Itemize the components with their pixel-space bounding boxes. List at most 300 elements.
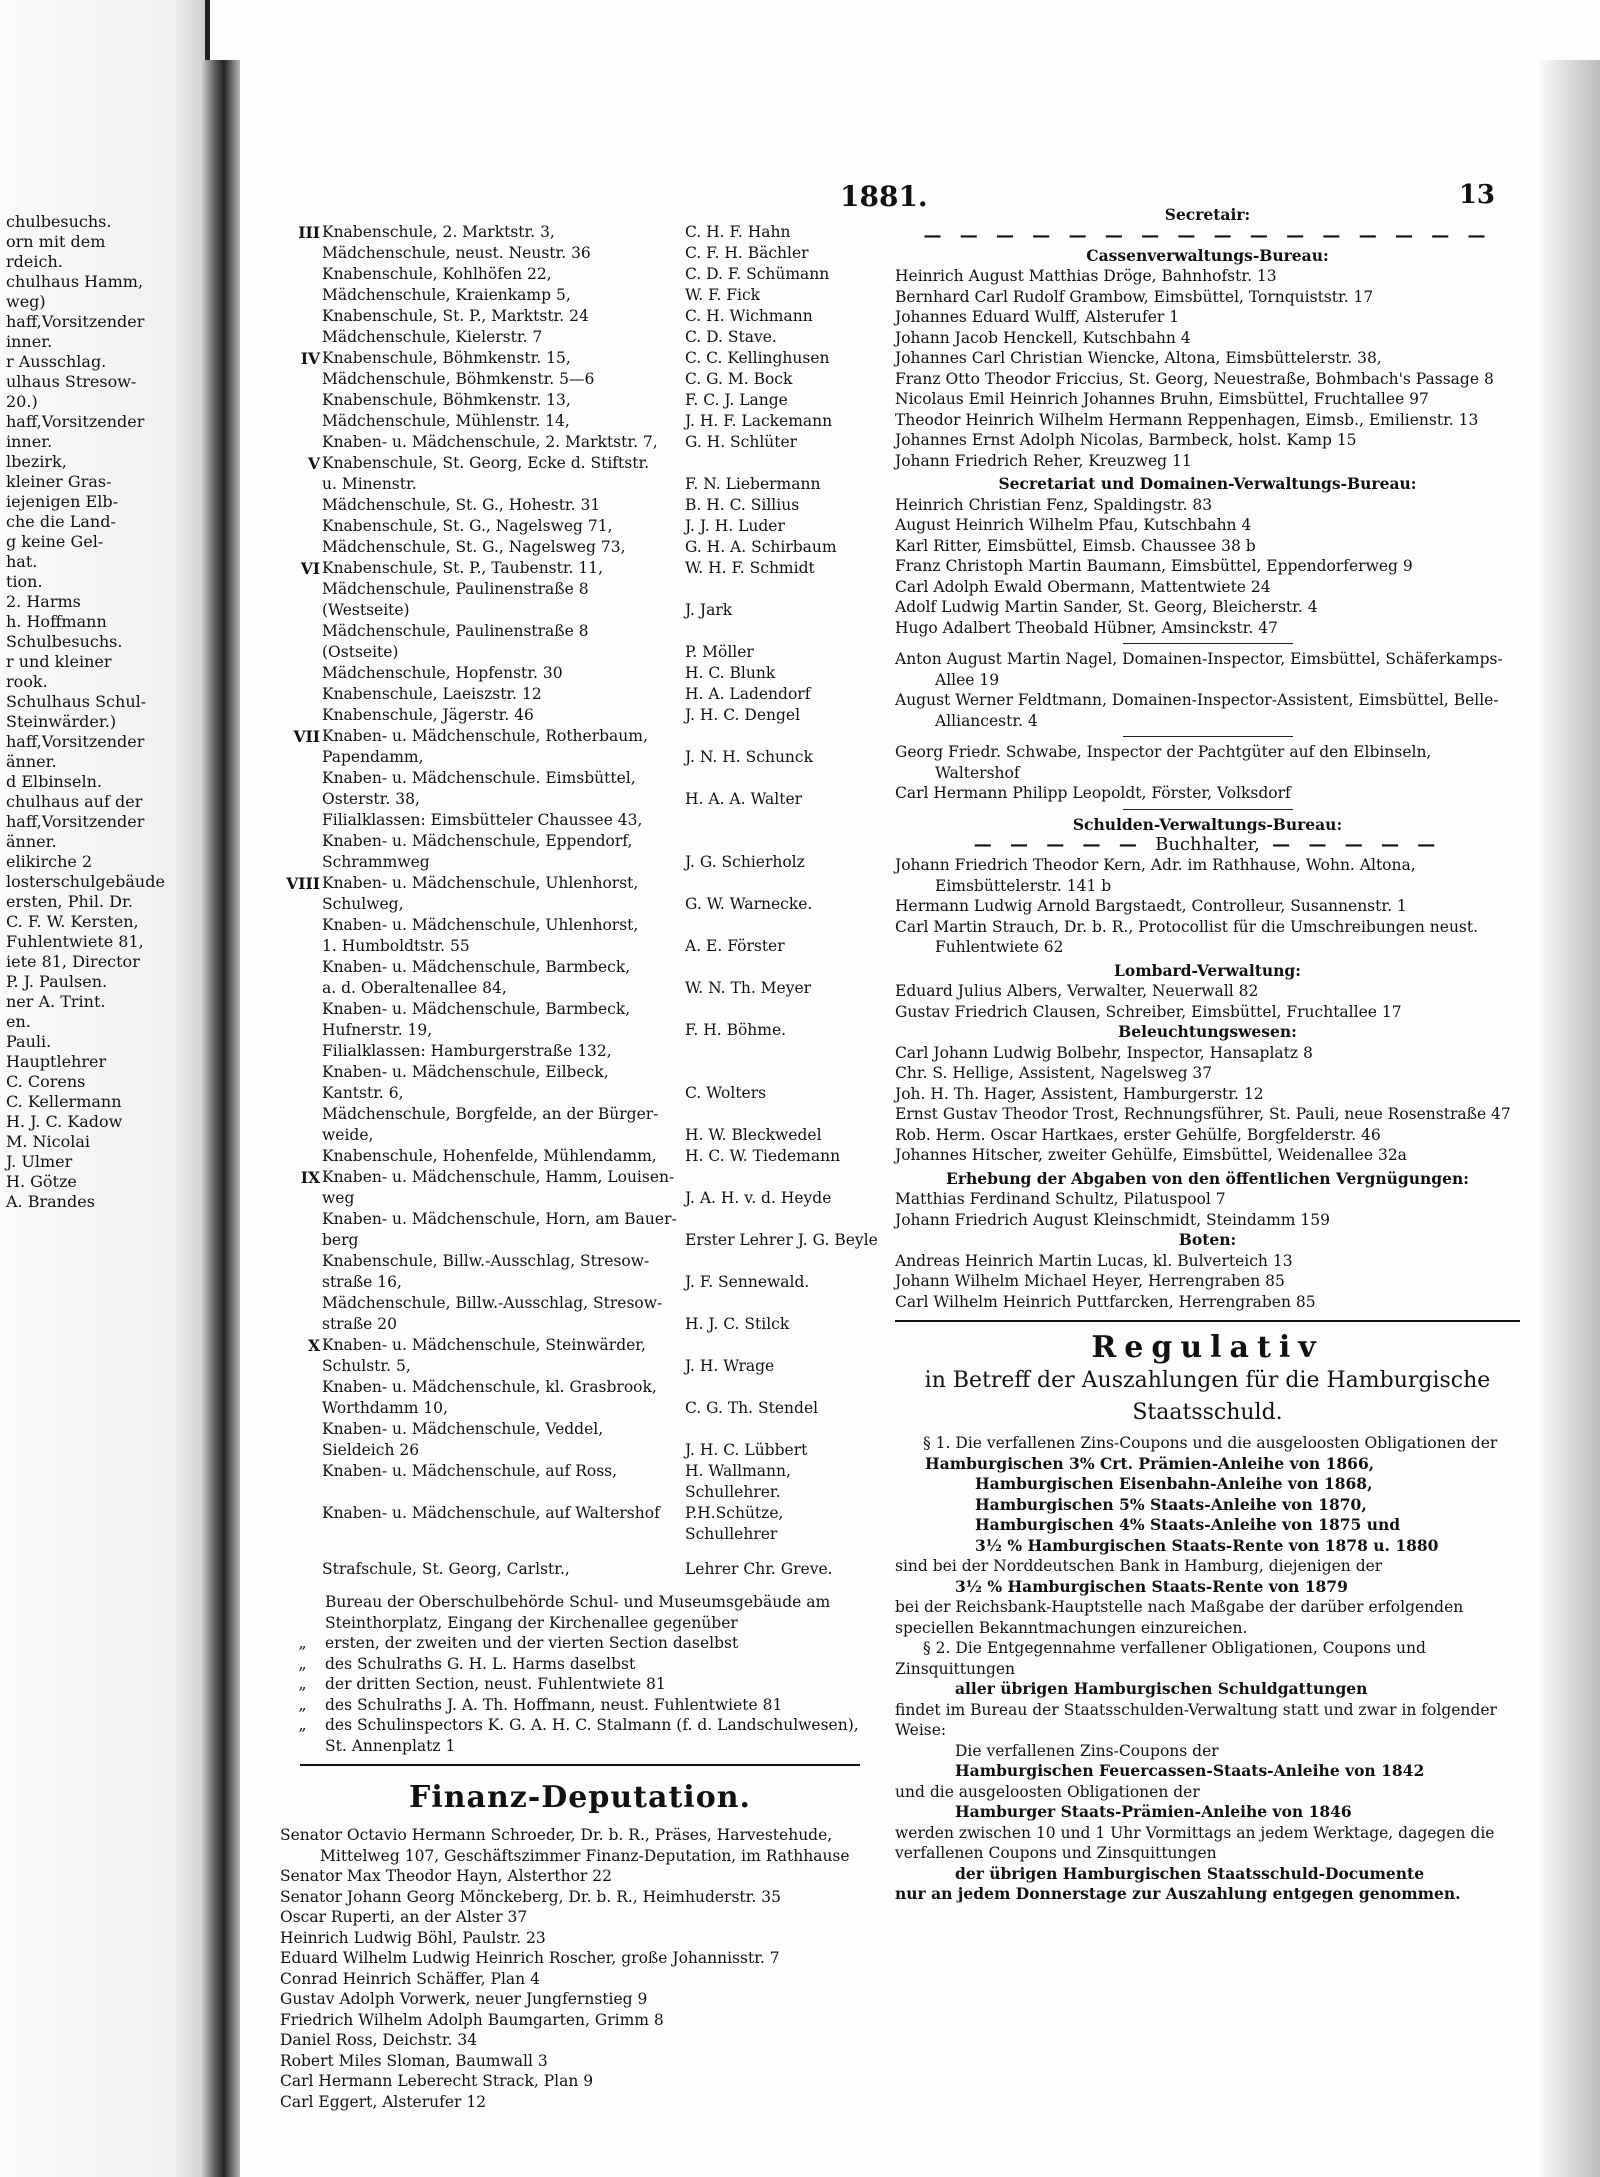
district-numeral xyxy=(280,432,322,453)
para-2-c: werden zwischen 10 und 1 Uhr Vormittags an jedem Werktage, dagegen die verfallenen Coupons und Zinsquittungen xyxy=(895,1823,1495,1862)
district-numeral xyxy=(280,1314,322,1335)
finanz-member: Senator Max Theodor Hayn, Alsterthor 22 xyxy=(280,1867,612,1885)
district-numeral xyxy=(280,369,322,390)
margin-text-line: C. F. W. Kersten, xyxy=(6,912,139,931)
school-row xyxy=(280,1125,880,1146)
school-teacher: G. W. Warnecke. xyxy=(685,895,813,913)
cassen-entry: Johannes Ernst Adolph Nicolas, Barmbeck, holst. Kamp 15 xyxy=(895,431,1357,449)
school-row xyxy=(280,432,880,453)
school-row xyxy=(280,1209,880,1230)
para-1-items xyxy=(895,1454,1520,1557)
elbinseln-list xyxy=(895,742,1520,804)
margin-text-line: r Ausschlag. xyxy=(6,352,107,371)
beleuchtung-entry: Johannes Hitscher, zweiter Gehülfe, Eimsbüttel, Weidenallee 32a xyxy=(895,1146,1407,1164)
previous-page-sliver xyxy=(0,0,205,2177)
school-name: Mädchenschule, Kielerstr. 7 xyxy=(322,328,543,346)
buchhalter-label: Buchhalter, xyxy=(1155,834,1260,855)
school-name: Knabenschule, St. P., Marktstr. 24 xyxy=(322,307,589,325)
school-name: Knabenschule, Böhmkenstr. 13, xyxy=(322,391,571,409)
para-1-mid: sind bei der Norddeutschen Bank in Hamburg, diejenigen der xyxy=(895,1557,1383,1575)
school-name: Knaben- u. Mädchenschule, 2. Marktstr. 7, xyxy=(322,433,658,451)
school-teacher xyxy=(685,1335,880,1356)
school-row xyxy=(280,831,880,852)
school-name: straße 20 xyxy=(322,1315,398,1333)
district-numeral xyxy=(280,789,322,810)
district-numeral xyxy=(280,1419,322,1440)
district-numeral xyxy=(280,474,322,495)
school-name: weg xyxy=(322,1189,355,1207)
district-numeral xyxy=(280,978,322,999)
finanz-member: Gustav Adolph Vorwerk, neuer Jungfernstieg 9 xyxy=(280,1990,648,2008)
district-numeral xyxy=(280,537,322,558)
district-numeral xyxy=(280,264,322,285)
school-row xyxy=(280,726,880,747)
finanz-member: Eduard Wilhelm Ludwig Heinrich Roscher, große Johannisstr. 7 xyxy=(280,1949,780,1967)
school-row xyxy=(280,705,880,726)
margin-text-line: g keine Gel- xyxy=(6,532,104,551)
school-teacher: H. C. Blunk xyxy=(685,664,776,682)
district-numeral xyxy=(280,1188,322,1209)
school-teacher: P.H.Schütze, Schullehrer xyxy=(685,1504,784,1543)
school-teacher: W. F. Fick xyxy=(685,286,761,304)
para-2-a: Die verfallenen Zins-Coupons der xyxy=(955,1741,1219,1760)
finanz-member: Senator Johann Georg Mönckeberg, Dr. b. R., Heimhuderstr. 35 xyxy=(280,1887,781,1906)
district-numeral xyxy=(280,1377,322,1398)
finanz-member: Heinrich Ludwig Böhl, Paulstr. 23 xyxy=(280,1928,546,1947)
bureau-row xyxy=(280,1695,880,1716)
finanz-member: Daniel Ross, Deichstr. 34 xyxy=(280,2031,478,2049)
beleuchtung-entry: Rob. Herm. Oscar Hartkaes, erster Gehülfe, Borgfelderstr. 46 xyxy=(895,1125,1381,1144)
beleuchtung-entry: Chr. S. Hellige, Assistent, Nagelsweg 37 xyxy=(895,1064,1213,1082)
beleuchtung-entry: Ernst Gustav Theodor Trost, Rechnungsführer, St. Pauli, neue Rosenstraße 47 xyxy=(895,1105,1511,1123)
margin-text-line: ulhaus Stresow- xyxy=(6,372,137,391)
school-name: Knabenschule, Billw.-Ausschlag, Stresow- xyxy=(322,1252,650,1270)
erhebung-list xyxy=(895,1189,1520,1230)
elbinseln-entry: Georg Friedr. Schwabe, Inspector der Pachtgüter auf den Elbinseln, Waltershof xyxy=(895,743,1432,782)
district-numeral: VIII xyxy=(286,874,320,893)
margin-text-line: haff,Vorsitzender xyxy=(6,732,145,751)
page-number: 13 xyxy=(1458,180,1495,210)
district-numeral xyxy=(280,1209,322,1230)
margin-text-line: P. J. Paulsen. xyxy=(6,972,108,991)
district-numeral: IX xyxy=(300,1168,320,1187)
boten-entry: Carl Wilhelm Heinrich Puttfarcken, Herrengraben 85 xyxy=(895,1292,1316,1311)
school-row xyxy=(280,264,880,285)
school-name: Knaben- u. Mädchenschule, auf Waltershof xyxy=(322,1504,660,1522)
para-2-a-bold: Hamburgischen Feuercassen-Staats-Anleihe von 1842 xyxy=(955,1761,1425,1780)
para-2-intro: § 2. Die Entgegennahme verfallener Obligationen, Coupons und Zinsquittungen xyxy=(895,1639,1426,1678)
district-numeral xyxy=(280,621,322,642)
finanz-member: Robert Miles Sloman, Baumwall 3 xyxy=(280,2051,548,2070)
school-name: Mädchenschule, Böhmkenstr. 5—6 xyxy=(322,370,595,388)
school-teacher: H. C. W. Tiedemann xyxy=(685,1147,841,1165)
para-1-item: 3½ % Hamburgischen Staats-Rente von 1878 u. 1880 xyxy=(975,1535,1439,1555)
school-row xyxy=(280,1146,880,1167)
school-row xyxy=(280,495,880,516)
school-row xyxy=(280,348,880,369)
district-numeral xyxy=(280,1041,322,1062)
district-numeral xyxy=(280,600,322,621)
margin-text-line: C. Kellermann xyxy=(6,1092,122,1111)
school-name: Knabenschule, Laeiszstr. 12 xyxy=(322,685,542,703)
school-name: Knaben- u. Mädchenschule, kl. Grasbrook, xyxy=(322,1378,657,1396)
schulden-heading: Schulden-Verwaltungs-Bureau: xyxy=(1072,814,1343,834)
school-teacher: J. H. F. Lackemann xyxy=(685,412,833,430)
school-row xyxy=(280,957,880,978)
school-teacher xyxy=(685,915,880,936)
boten-entry: Johann Wilhelm Michael Heyer, Herrengraben 85 xyxy=(895,1272,1285,1290)
school-row xyxy=(280,621,880,642)
beleuchtung-entry: Carl Johann Ludwig Bolbehr, Inspector, Hansaplatz 8 xyxy=(895,1043,1313,1062)
finanz-members xyxy=(280,1825,880,2112)
school-teacher: C. H. F. Hahn xyxy=(685,223,791,241)
cassen-entry: Bernhard Carl Rudolf Grambow, Eimsbüttel, Tornquiststr. 17 xyxy=(895,287,1374,306)
domainen-entry: Anton August Martin Nagel, Domainen-Inspector, Eimsbüttel, Schäferkamps-Allee 19 xyxy=(895,650,1503,689)
school-name: Knaben- u. Mädchenschule, Uhlenhorst, xyxy=(322,916,639,934)
school-teacher: J. J. H. Luder xyxy=(685,517,785,535)
school-name: Knaben- u. Mädchenschule. Eimsbüttel, xyxy=(322,769,636,787)
beleuchtung-list xyxy=(895,1043,1520,1166)
district-numeral xyxy=(280,1230,322,1251)
district-numeral: VII xyxy=(293,727,320,746)
school-teacher xyxy=(685,1251,880,1272)
cassen-entry: Theodor Heinrich Wilhelm Hermann Reppenhagen, Eimsb., Emilienstr. 13 xyxy=(895,410,1479,429)
page-content xyxy=(280,150,1520,2111)
school-teacher: C. C. Kellinghusen xyxy=(685,349,830,367)
school-row xyxy=(280,1293,880,1314)
school-name: Knabenschule, 2. Marktstr. 3, xyxy=(322,223,555,241)
school-row xyxy=(280,390,880,411)
district-numeral xyxy=(280,1440,322,1461)
school-name: Mädchenschule, Hopfenstr. 30 xyxy=(322,664,563,682)
school-teacher xyxy=(685,873,880,894)
school-row xyxy=(280,1377,880,1398)
school-teacher: G. H. Schlüter xyxy=(685,433,798,451)
school-name: (Ostseite) xyxy=(322,643,399,661)
school-row xyxy=(280,789,880,810)
school-row xyxy=(280,684,880,705)
lombard-heading: Lombard-Verwaltung: xyxy=(1114,960,1301,980)
secretariat-entry: August Heinrich Wilhelm Pfau, Kutschbahn 4 xyxy=(895,516,1252,534)
margin-text-line: losterschulgebäude xyxy=(6,872,165,891)
secretariat-list xyxy=(895,495,1520,639)
bureau-text: des Schulraths J. A. Th. Hoffmann, neust. Fuhlentwiete 81 xyxy=(325,1695,783,1714)
school-row xyxy=(280,1356,880,1377)
bureau-text: des Schulinspectors K. G. A. H. C. Stalmann (f. d. Landschulwesen), St. Annenplatz 1 xyxy=(325,1716,859,1755)
school-row xyxy=(280,1419,880,1440)
regulativ-subtitle-2: Staatsschuld. xyxy=(1132,1400,1283,1425)
school-row xyxy=(280,1440,880,1461)
beleuchtung-heading: Beleuchtungswesen: xyxy=(1118,1022,1297,1041)
school-row xyxy=(280,978,880,999)
school-row xyxy=(280,873,880,894)
para-2-b-bold: Hamburger Staats-Prämien-Anleihe von 1846 xyxy=(955,1802,1352,1821)
schulden-entry: Johann Friedrich Theodor Kern, Adr. im Rathhause, Wohn. Altona, Eimsbüttelerstr. 141 b xyxy=(895,856,1416,895)
margin-text-line: Steinwärder.) xyxy=(6,712,117,731)
cassen-entry: Johann Friedrich Reher, Kreuzweg 11 xyxy=(895,451,1192,470)
margin-text-line: ersten, Phil. Dr. xyxy=(6,892,133,911)
school-teacher: J. Jark xyxy=(685,601,733,619)
school-teacher: A. E. Förster xyxy=(685,937,785,955)
margin-text-line: kleiner Gras- xyxy=(6,472,112,491)
para-2-bold: aller übrigen Hamburgischen Schuldgattungen xyxy=(955,1679,1368,1698)
para-1-intro: § 1. Die verfallenen Zins-Coupons und die ausgeloosten Obligationen der xyxy=(923,1434,1498,1452)
school-row xyxy=(280,453,880,474)
school-row xyxy=(280,747,880,768)
district-numeral xyxy=(280,1125,322,1146)
left-column xyxy=(280,222,880,2112)
cassen-entry: Johannes Eduard Wulff, Alsterufer 1 xyxy=(895,308,1180,326)
ditto-mark xyxy=(280,1592,325,1633)
school-teacher xyxy=(685,999,880,1020)
school-teacher: F. N. Liebermann xyxy=(685,475,821,493)
finanz-member: Carl Hermann Leberecht Strack, Plan 9 xyxy=(280,2072,594,2090)
secretariat-entry: Karl Ritter, Eimsbüttel, Eimsb. Chaussee 38 b xyxy=(895,536,1256,555)
school-row xyxy=(280,600,880,621)
school-row xyxy=(280,1230,880,1251)
school-row xyxy=(280,243,880,264)
margin-text-line: 2. Harms xyxy=(6,592,81,611)
district-numeral xyxy=(280,495,322,516)
school-row xyxy=(280,894,880,915)
margin-text-line: r und kleiner xyxy=(6,652,112,671)
cassen-list xyxy=(895,266,1520,471)
cassen-entry: Franz Otto Theodor Friccius, St. Georg, Neuestraße, Bohmbach's Passage 8 xyxy=(895,369,1494,388)
school-name: Hufnerstr. 19, xyxy=(322,1021,433,1039)
school-name: Knaben- u. Mädchenschule, Steinwärder, xyxy=(322,1336,646,1354)
bureau-row xyxy=(280,1654,880,1675)
secretariat-heading: Secretariat und Domainen-Verwaltungs-Bureau: xyxy=(998,474,1417,493)
school-name: Knabenschule, Hohenfelde, Mühlendamm, xyxy=(322,1147,657,1165)
school-row xyxy=(280,1314,880,1335)
strafschule-row xyxy=(280,1559,880,1580)
school-name: Mädchenschule, Paulinenstraße 8 xyxy=(322,580,589,598)
school-name: straße 16, xyxy=(322,1273,402,1291)
school-name: Knabenschule, St. G., Nagelsweg 71, xyxy=(322,517,613,535)
school-row xyxy=(280,537,880,558)
school-name: Knaben- u. Mädchenschule, auf Ross, xyxy=(322,1462,618,1480)
margin-text-line: inner. xyxy=(6,432,53,451)
boten-list xyxy=(895,1251,1520,1313)
district-numeral: V xyxy=(307,454,320,473)
school-row xyxy=(280,768,880,789)
district-numeral xyxy=(280,1461,322,1503)
secretair-heading: Secretair: xyxy=(1164,205,1251,224)
school-teacher: W. N. Th. Meyer xyxy=(685,979,812,997)
school-name: weide, xyxy=(322,1126,374,1144)
ditto-mark: „ xyxy=(298,1716,307,1734)
district-numeral xyxy=(280,390,322,411)
para-2-d: nur an jedem Donnerstage zur Auszahlung entgegen genommen. xyxy=(895,1884,1461,1903)
para-2-c-bold: der übrigen Hamburgischen Staatsschuld-Documente xyxy=(955,1863,1425,1883)
schulden-list xyxy=(895,855,1520,958)
school-name: Kantstr. 6, xyxy=(322,1084,404,1102)
school-teacher: P. Möller xyxy=(685,643,754,661)
school-teacher xyxy=(685,1209,880,1230)
district-numeral xyxy=(280,411,322,432)
school-row xyxy=(280,642,880,663)
finanz-member: Oscar Ruperti, an der Alster 37 xyxy=(280,1908,528,1926)
school-list xyxy=(280,222,880,1545)
school-teacher: C. D. Stave. xyxy=(685,328,777,346)
school-teacher: C. G. Th. Stendel xyxy=(685,1399,819,1417)
right-column xyxy=(895,205,1520,1905)
school-name: Mädchenschule, Kraienkamp 5, xyxy=(322,286,571,304)
para-1-end: bei der Reichsbank-Hauptstelle nach Maßgabe der darüber erfolgenden speciellen Bekanntmachungen einzureichen. xyxy=(895,1598,1464,1637)
district-numeral: III xyxy=(298,223,320,242)
margin-text-line: änner. xyxy=(6,832,57,851)
district-numeral xyxy=(280,1293,322,1314)
margin-text-line: haff,Vorsitzender xyxy=(6,312,145,331)
school-row xyxy=(280,1503,880,1545)
school-row xyxy=(280,369,880,390)
school-row xyxy=(280,1188,880,1209)
margin-text-line: Pauli. xyxy=(6,1032,52,1051)
margin-text-line: Hauptlehrer xyxy=(6,1052,107,1071)
ditto-mark: „ xyxy=(298,1695,307,1714)
para-1-item: Hamburgischen 4% Staats-Anleihe von 1875 und xyxy=(975,1515,1401,1534)
margin-text-line: chulhaus Hamm, xyxy=(6,272,144,291)
school-row xyxy=(280,558,880,579)
margin-text-line: H. J. C. Kadow xyxy=(6,1112,123,1131)
short-rule xyxy=(1123,809,1293,810)
school-name: Knabenschule, St. Georg, Ecke d. Stiftstr. xyxy=(322,454,650,472)
margin-text-line: elikirche 2 xyxy=(6,852,93,871)
district-numeral xyxy=(280,642,322,663)
school-teacher: H. J. C. Stilck xyxy=(685,1315,790,1333)
school-name: Mädchenschule, neust. Neustr. 36 xyxy=(322,244,591,262)
school-name: Mädchenschule, St. G., Nagelsweg 73, xyxy=(322,538,626,556)
para-1-item-2: 3½ % Hamburgischen Staats-Rente von 1879 xyxy=(955,1576,1348,1596)
school-row xyxy=(280,579,880,600)
finanz-member: Conrad Heinrich Schäffer, Plan 4 xyxy=(280,1969,540,1988)
school-name: u. Minenstr. xyxy=(322,475,417,493)
school-teacher xyxy=(685,453,880,474)
district-numeral xyxy=(280,516,322,537)
buchhalter-line: — — — — — Buchhalter, — — — — — xyxy=(973,834,1442,855)
margin-text-line: rdeich. xyxy=(6,252,63,271)
district-numeral xyxy=(280,1398,322,1419)
school-row xyxy=(280,915,880,936)
secretariat-entry: Heinrich Christian Fenz, Spaldingstr. 83 xyxy=(895,495,1213,514)
dash-line: — — — — — — — — — — — — — — — — xyxy=(923,224,1492,246)
strafschule-name: Strafschule, St. Georg, Carlstr., xyxy=(322,1560,570,1578)
bureau-row xyxy=(280,1633,880,1654)
bureau-row xyxy=(280,1674,880,1695)
school-name: Knabenschule, St. P., Taubenstr. 11, xyxy=(322,559,604,577)
district-numeral xyxy=(280,1104,322,1125)
school-teacher: J. G. Schierholz xyxy=(685,853,805,871)
para-1-item: Hamburgischen Eisenbahn-Anleihe von 1868, xyxy=(975,1474,1373,1493)
margin-text-line: Schulbesuchs. xyxy=(6,632,123,651)
school-teacher xyxy=(685,768,880,789)
margin-text-line: J. Ulmer xyxy=(6,1152,73,1171)
secretariat-entry: Franz Christoph Martin Baumann, Eimsbüttel, Eppendorferweg 9 xyxy=(895,557,1413,575)
school-name: berg xyxy=(322,1231,359,1249)
divider xyxy=(895,1320,1520,1322)
school-row xyxy=(280,1167,880,1188)
school-teacher: J. H. Wrage xyxy=(685,1357,775,1375)
school-name: Knaben- u. Mädchenschule, Eppendorf, xyxy=(322,832,633,850)
margin-text-line: rook. xyxy=(6,672,48,691)
bureau-text: ersten, der zweiten und der vierten Section daselbst xyxy=(325,1634,739,1652)
school-teacher: C. H. Wichmann xyxy=(685,307,813,325)
margin-text-line: iejenigen Elb- xyxy=(6,492,118,511)
schulden-entry: Carl Martin Strauch, Dr. b. R., Protocollist für die Umschreibungen neust. Fuhlentwiete 62 xyxy=(895,917,1479,956)
school-name: Schulweg, xyxy=(322,895,404,913)
year-header: 1881. xyxy=(840,180,928,213)
school-teacher: F. C. J. Lange xyxy=(685,391,788,409)
school-teacher xyxy=(685,579,880,600)
margin-text-line: ner A. Trint. xyxy=(6,992,106,1011)
cassen-entry: Heinrich August Matthias Dröge, Bahnhofstr. 13 xyxy=(895,267,1277,285)
margin-text-line: weg) xyxy=(6,292,46,311)
cassen-entry: Johann Jacob Henckell, Kutschbahn 4 xyxy=(895,328,1191,347)
district-numeral xyxy=(280,663,322,684)
margin-text-line: chulbesuchs. xyxy=(6,212,112,231)
school-teacher xyxy=(685,621,880,642)
school-name: Filialklassen: Eimsbütteler Chaussee 43, xyxy=(322,811,643,829)
district-numeral xyxy=(280,579,322,600)
school-teacher: J. H. C. Dengel xyxy=(685,706,801,724)
school-teacher: J. H. C. Lübbert xyxy=(685,1441,808,1459)
school-teacher xyxy=(685,1293,880,1314)
district-numeral xyxy=(280,285,322,306)
margin-text-line: 20.) xyxy=(6,392,38,411)
regulativ-title: Regulativ xyxy=(1091,1330,1324,1365)
bureau-list xyxy=(280,1592,880,1756)
erhebung-entry: Johann Friedrich August Kleinschmidt, Steindamm 159 xyxy=(895,1210,1330,1229)
divider xyxy=(300,1764,860,1766)
district-numeral: VI xyxy=(300,559,320,578)
school-name: Mädchenschule, Borgfelde, an der Bürger- xyxy=(322,1105,659,1123)
margin-text-line: che die Land- xyxy=(6,512,116,531)
beleuchtung-entry: Joh. H. Th. Hager, Assistent, Hamburgerstr. 12 xyxy=(895,1084,1264,1103)
domainen-list xyxy=(895,649,1520,731)
school-row xyxy=(280,936,880,957)
school-name: Mädchenschule, Mühlenstr. 14, xyxy=(322,412,570,430)
school-name: Mädchenschule, St. G., Hohestr. 31 xyxy=(322,496,601,514)
district-numeral xyxy=(280,1020,322,1041)
book-gutter xyxy=(200,60,240,2177)
margin-text-line: d Elbinseln. xyxy=(6,772,102,791)
margin-text-line: lbezirk, xyxy=(6,452,67,471)
district-numeral xyxy=(280,306,322,327)
school-name: Sieldeich 26 xyxy=(322,1441,420,1459)
school-teacher xyxy=(685,1167,880,1188)
school-row xyxy=(280,1335,880,1356)
margin-text-line: haff,Vorsitzender xyxy=(6,412,145,431)
school-teacher: J. N. H. Schunck xyxy=(685,748,813,766)
school-teacher: F. H. Böhme. xyxy=(685,1021,787,1039)
school-teacher: Erster Lehrer J. G. Beyle xyxy=(685,1231,878,1249)
margin-text-line: M. Nicolai xyxy=(6,1132,91,1151)
margin-text-line: C. Corens xyxy=(6,1072,86,1091)
ditto-mark: „ xyxy=(298,1675,307,1693)
school-row xyxy=(280,1461,880,1503)
district-numeral xyxy=(280,1083,322,1104)
margin-text-line: en. xyxy=(6,1012,31,1031)
margin-text-line: haff,Vorsitzender xyxy=(6,812,145,831)
school-name: Schrammweg xyxy=(322,853,430,871)
school-row xyxy=(280,999,880,1020)
district-numeral xyxy=(280,1503,322,1545)
margin-text-line: änner. xyxy=(6,752,57,771)
cassen-entry: Johannes Carl Christian Wiencke, Altona, Eimsbüttelerstr. 38, xyxy=(895,349,1382,367)
schulden-entry: Hermann Ludwig Arnold Bargstaedt, Controlleur, Susannenstr. 1 xyxy=(895,897,1407,915)
bureau-text: Bureau der Oberschulbehörde Schul- und Museumsgebäude am Steinthorplatz, Eingang der Kirchenallee gegenüber xyxy=(325,1593,831,1632)
school-row xyxy=(280,1104,880,1125)
